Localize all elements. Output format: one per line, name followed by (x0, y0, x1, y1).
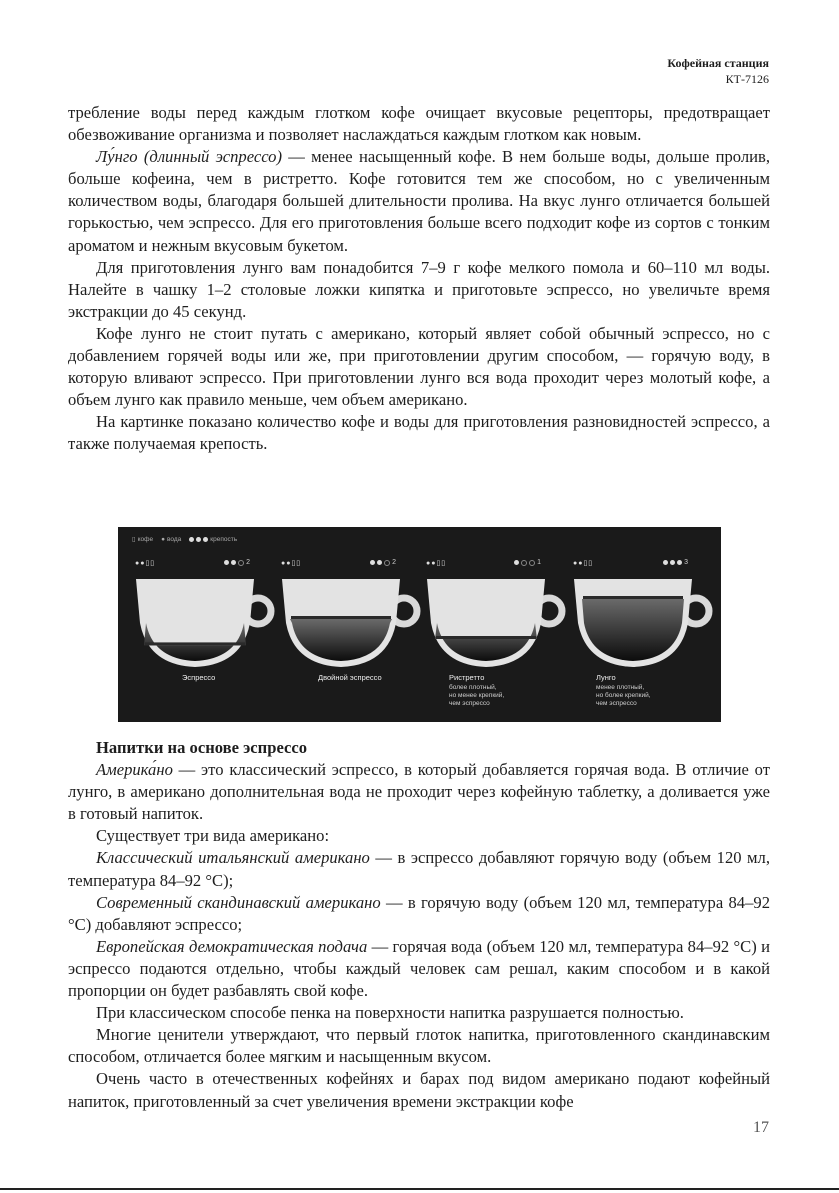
paragraph (68, 1068, 770, 1112)
paragraph-text: На картинке показано количество кофе и воды для приготовления разновидностей эспрессо, а также получаемая крепость. (68, 412, 770, 454)
cup-illustration (276, 573, 426, 673)
paragraph (68, 936, 770, 1002)
strength-indicator (663, 559, 688, 566)
page-number: 17 (753, 1119, 769, 1136)
strength-value: 2 (392, 559, 396, 566)
cup-3 (421, 559, 571, 719)
cup-4 (568, 559, 718, 719)
header-title: Кофейная станция (667, 56, 769, 70)
coffee-water-icons: ●●▯▯ (135, 560, 156, 567)
strength-indicator (224, 559, 250, 566)
header-model: КТ-7126 (725, 72, 769, 86)
cup-label: Эспрессо (182, 673, 216, 682)
paragraph-text: — это классический эспрессо, в который добавляется горячая вода. В отличие от лунго, в американо дополнительная вода не проходит через кофейную таблетку, а доливается уже в готовый напиток. (68, 760, 770, 824)
paragraph (68, 323, 770, 411)
strength-dot-icon (670, 560, 675, 565)
description-line: менее плотный, (596, 684, 645, 691)
paragraph-text: Для приготовления лунго вам понадобится 7–9 г кофе мелкого помола и 60–110 мл воды. Налейте в чашку 1–2 столовые ложки кипятка и приготовьте эспрессо, но увеличьте время экстракции до 45 секунд. (68, 257, 770, 321)
term-italic: Классический итальянский американо (96, 848, 370, 868)
paragraph (68, 102, 770, 146)
paragraph-text: — в горячую воду (объем 120 мл, температура 84–92 °C) добавляют эспрессо; (68, 892, 770, 934)
cup-2 (276, 559, 426, 719)
crema-layer (436, 636, 536, 639)
cup-description (596, 684, 651, 708)
strength-dot-icon (521, 560, 527, 566)
cup-illustration (568, 573, 718, 673)
description-line: но менее крепкий, (449, 692, 505, 699)
crema-layer (583, 596, 683, 599)
strength-value: 2 (246, 559, 250, 566)
cup-description (449, 684, 504, 708)
strength-dot-icon (196, 537, 201, 542)
cup-label: Двойной эспрессо (318, 673, 382, 682)
cup-illustration (130, 573, 280, 673)
strength-dot-icon (514, 560, 519, 565)
strength-dot-icon (238, 560, 244, 566)
cup-1 (130, 559, 280, 719)
strength-value: 3 (684, 559, 688, 566)
running-header (667, 55, 769, 87)
water-drop-icon: ● (161, 535, 166, 543)
strength-dot-icon (377, 560, 382, 565)
cup-label: Лунго (596, 673, 616, 682)
paragraph (68, 1024, 770, 1068)
paragraph-text: Кофе лунго не стоит путать с американо, который являет собой обычный эспрессо, но с добавлением горячей воды или же, при приготовлении другим способом, — горячую воду, в которую вливают эспрессо. При приготовлении лунго вся вода проходит через молотый кофе, а объем лунго как правило меньше, чем объем американо. (68, 323, 770, 410)
term-italic: Европейская демократическая подача (96, 936, 368, 956)
cup-illustration (421, 573, 571, 673)
strength-indicator (370, 559, 396, 566)
paragraph-text: При классическом способе пенка на поверхности напитка разрушается полностью. (96, 1003, 684, 1023)
figure-legend (132, 535, 237, 543)
paragraph (68, 759, 770, 825)
paragraph (68, 892, 770, 936)
paragraph (68, 847, 770, 891)
description-line: чем эспрессо (449, 700, 490, 707)
espresso-variants-figure (118, 527, 721, 722)
description-line: более плотный, (449, 684, 497, 691)
section-title: Напитки на основе эспрессо (96, 738, 308, 757)
term-italic: Америка́но (96, 760, 173, 780)
strength-dot-icon (370, 560, 375, 565)
cup-label: Ристретто (449, 673, 485, 682)
strength-dot-icon (663, 560, 668, 565)
paragraph (68, 825, 770, 847)
paragraph (68, 411, 770, 455)
strength-dot-icon (677, 560, 682, 565)
strength-dot-icon (384, 560, 390, 566)
coffee-water-icons: ●●▯▯ (573, 560, 594, 567)
strength-dot-icon (203, 537, 208, 542)
crema-layer (291, 616, 391, 619)
body-text-top (68, 102, 770, 456)
paragraph-text: Многие ценители утверждают, что первый глоток напитка, приготовленного скандинавским способом, отличается более мягким и насыщенным вкусом. (68, 1025, 770, 1067)
strength-dot-icon (224, 560, 229, 565)
crema-layer (145, 642, 245, 645)
strength-dot-icon (189, 537, 194, 542)
paragraph-text: — менее насыщенный кофе. В нем больше воды, дольше пролив, больше кофеина, чем в ристретто. Кофе готовится тем же способом, но с увеличенным количеством воды, благодаря большей длительности пролива. На вкус лунго отличается большей горькостью, чем эспрессо. Для его приготовления больше всего подходит кофе из сортов с тонким ароматом и нежным вкусовым букетом. (68, 147, 771, 255)
body-text-bottom (68, 737, 770, 1113)
strength-dot-icon (231, 560, 236, 565)
term-italic: Лу́нго (длинный эспрессо) (96, 147, 282, 167)
paragraph-text: — горячая вода (объем 120 мл, температура 84–92 °C) и эспрессо подаются отдельно, чтобы каждый человек сам решал, каким способом и в какой пропорции он будет разбавлять свой кофе. (68, 936, 770, 1001)
description-line: но более крепкий, (596, 692, 651, 699)
coffee-water-icons: ●●▯▯ (426, 560, 447, 567)
strength-value: 1 (537, 559, 541, 566)
page-edge-line (0, 1188, 839, 1190)
coffee-bean-icon: ▯ (132, 536, 136, 543)
paragraph-text: требление воды перед каждым глотком кофе очищает вкусовые рецепторы, предотвращает обезвоживание организма и позволяет наслаждаться каждым глотком как новым. (68, 103, 770, 145)
description-line: чем эспрессо (596, 700, 637, 707)
paragraph (68, 146, 770, 256)
term-italic: Современный скандинавский американо (96, 892, 381, 912)
paragraph-text: Очень часто в отечественных кофейнях и барах под видом американо подают кофейный напиток, приготовленный за счет увеличения времени экстракции кофе (68, 1069, 770, 1111)
paragraph-text: Существует три вида американо: (96, 826, 330, 846)
legend-strength: крепость (189, 536, 237, 543)
paragraph (68, 1002, 770, 1024)
paragraph-text: — в эспрессо добавляют горячую воду (объем 120 мл, температура 84–92 °C); (68, 848, 770, 890)
paragraph (68, 257, 770, 323)
strength-indicator (514, 559, 541, 566)
strength-dot-icon (529, 560, 535, 566)
coffee-water-icons: ●●▯▯ (281, 560, 302, 567)
legend-coffee: ▯ кофе (132, 535, 154, 543)
legend-water: ● вода (161, 535, 182, 543)
